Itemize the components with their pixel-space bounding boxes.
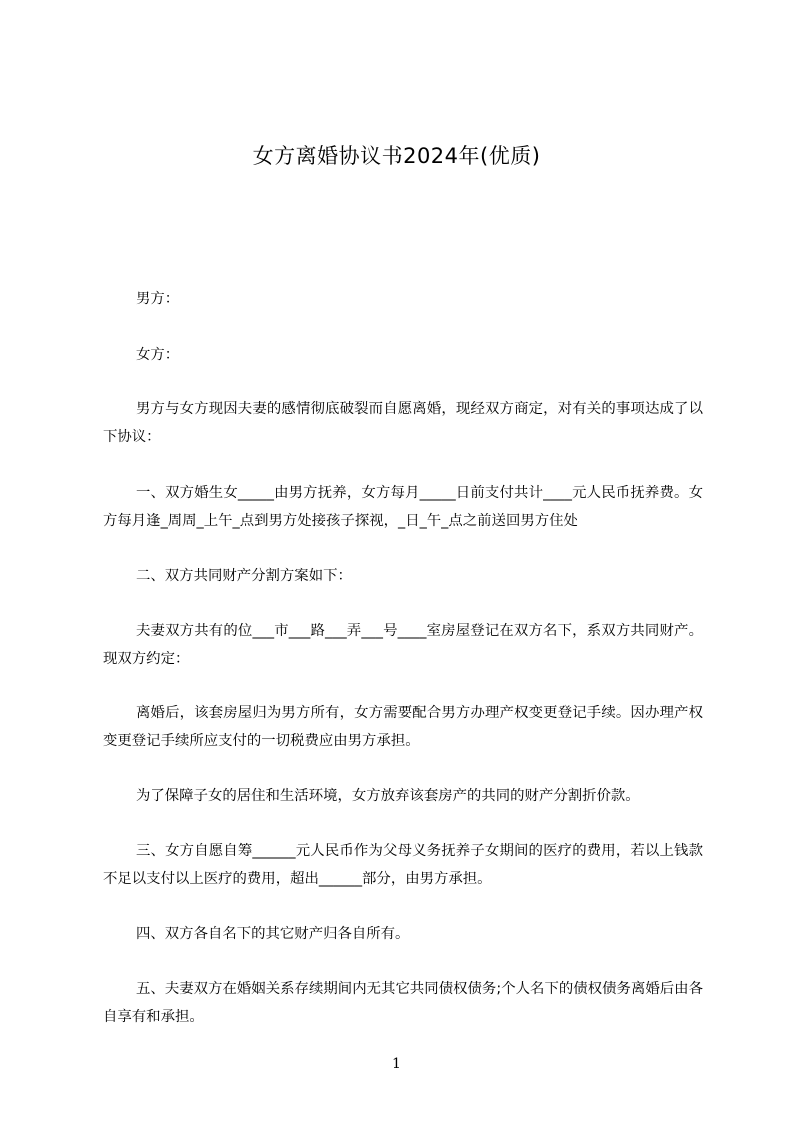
article-5-debts: 五、夫妻双方在婚姻关系存续期间内无其它共同债权债务;个人名下的债权债务离婚后由各自享有和承担。 [103, 981, 703, 1025]
house-ownership-paragraph: 夫妻双方共有的位___市___路___弄___号____室房屋登记在双方名下，系双方共同财产。现双方约定： [103, 623, 703, 667]
article-2-property-heading: 二、双方共同财产分割方案如下： [136, 568, 352, 584]
page-number: 1 [392, 1056, 401, 1072]
waive-compensation-paragraph: 为了保障子女的居住和生活环境，女方放弃该套房产的共同的财产分割折价款。 [136, 788, 640, 804]
article-1-child-custody: 一、双方婚生女_____由男方抚养，女方每月_____日前支付共计____元人民币抚养费。女方每月逢_周周_上午_点到男方处接孩子探视，_日_午_点之前送回男方住处 [103, 485, 703, 529]
after-divorce-paragraph: 离婚后，该套房屋归为男方所有，女方需要配合男方办理产权变更登记手续。因办理产权变更登记手续所应支付的一切税费应由男方承担。 [103, 705, 703, 749]
party-male-line: 男方： [136, 291, 180, 307]
article-3-medical-expenses: 三、女方自愿自筹______元人民币作为父母义务抚养子女期间的医疗的费用，若以上钱款不足以支付以上医疗的费用，超出______部分，由男方承担。 [103, 843, 703, 887]
intro-paragraph: 男方与女方现因夫妻的感情彻底破裂而自愿离婚，现经双方商定，对有关的事项达成了以下协议： [103, 401, 703, 445]
article-4-separate-property: 四、双方各自名下的其它财产归各自所有。 [136, 926, 410, 942]
party-female-line: 女方： [136, 347, 180, 363]
document-title: 女方离婚协议书2024年(优质) [252, 144, 541, 168]
document-body [103, 285, 703, 1031]
